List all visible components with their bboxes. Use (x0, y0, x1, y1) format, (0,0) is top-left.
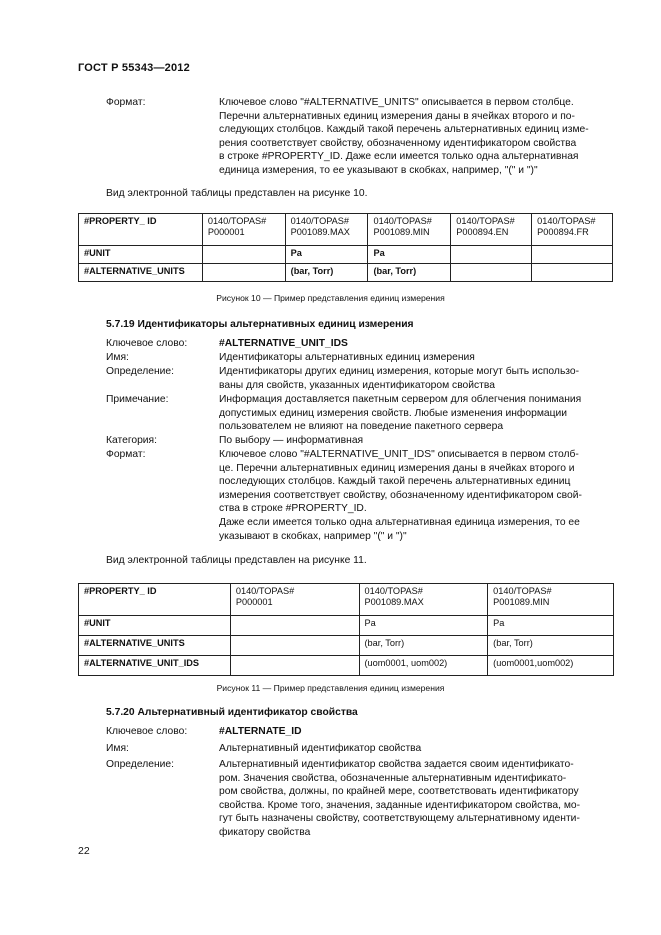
page-number: 22 (78, 845, 90, 857)
format-label: Формат: (106, 97, 146, 108)
value-line: допустимых единиц измерения свойств. Любые изменения информации (219, 407, 568, 419)
table-cell: #PROPERTY_ ID (79, 214, 203, 246)
table-cell: 0140/TOPAS# P000001 (230, 584, 359, 616)
value-line: Идентификаторы других единиц измерения, которые могут быть использо- (219, 366, 580, 377)
value-line: измерения соответствует свойству, обозначенному идентификатором свой- (219, 489, 582, 501)
table-row (79, 246, 613, 264)
row-label: Имя: (106, 352, 129, 363)
table-cell (451, 264, 532, 282)
row-label: Ключевое слово: (106, 726, 188, 737)
row-value (219, 337, 616, 351)
table-cell: 0140/TOPAS# P001089.MIN (488, 584, 614, 616)
table-row (79, 616, 614, 636)
section-5-7-20-heading: 5.7.20 Альтернативный идентификатор свойства (106, 707, 358, 718)
row-value (219, 434, 616, 448)
row-value (219, 742, 616, 756)
format-line: Перечни альтернативных единиц измерения даны в ячейках второго и по- (219, 110, 575, 122)
table-cell: (uom0001, uom002) (359, 656, 488, 676)
document-header: ГОСТ Р 55343—2012 (78, 62, 190, 74)
table-cell: Pa (368, 246, 451, 264)
table10-intro: Вид электронной таблицы представлен на рисунке 10. (106, 188, 368, 199)
table-cell (451, 246, 532, 264)
table-cell: #UNIT (79, 616, 231, 636)
row-value (219, 351, 616, 365)
value-line: пользователем не влияют на поведение пакетного сервера (219, 421, 504, 433)
value-line: ром свойства, должны, по крайней мере, соответствовать идентификатору (219, 786, 579, 798)
table-cell: (uom0001,uom002) (488, 656, 614, 676)
format-text (219, 96, 616, 178)
table-cell: (bar, Torr) (368, 264, 451, 282)
table-row (79, 636, 614, 656)
table-cell: #ALTERNATIVE_UNITS (79, 636, 231, 656)
table-figure-11 (78, 583, 614, 676)
table-cell (230, 636, 359, 656)
value-line: ром. Значения свойства, обозначенные альтернативным идентификато- (219, 772, 567, 784)
section-5-7-19-heading: 5.7.19 Идентификаторы альтернативных единиц измерения (106, 319, 414, 330)
table-cell: 0140/TOPAS# P001089.MAX (359, 584, 488, 616)
table-cell: Pa (488, 616, 614, 636)
row-value (219, 725, 616, 739)
table-row (79, 656, 614, 676)
value-line: фикатору свойства (219, 826, 311, 838)
row-label: Определение: (106, 759, 174, 770)
format-line: следующих столбцов. Каждый такой перечень альтернативных единиц изме- (219, 124, 589, 136)
value-line: #ALTERNATIVE_UNIT_IDS (219, 338, 348, 349)
table-cell: #UNIT (79, 246, 203, 264)
table-cell: Pa (285, 246, 368, 264)
table-row (79, 584, 614, 616)
value-line: Альтернативный идентификатор свойства задается своим идентификато- (219, 759, 574, 770)
row-label: Имя: (106, 743, 129, 754)
value-line: По выбору — информативная (219, 435, 364, 446)
format-line: рения соответствует свойству, обозначенному идентификатором свойства (219, 137, 577, 149)
table11-intro: Вид электронной таблицы представлен на рисунке 11. (106, 555, 367, 566)
format-line: единица измерения, то ее указывают в скобках, например, "(" и ")" (219, 164, 538, 176)
table-cell: 0140/TOPAS# P000894.EN (451, 214, 532, 246)
value-line: последующих столбцов. Каждый такой перечень альтернативных единиц (219, 476, 571, 488)
table-cell: #ALTERNATIVE_UNITS (79, 264, 203, 282)
row-value (219, 448, 616, 543)
format-line: Ключевое слово "#ALTERNATIVE_UNITS" описывается в первом столбце. (219, 97, 574, 108)
table-cell: (bar, Torr) (285, 264, 368, 282)
table-cell (202, 264, 285, 282)
table-cell (230, 656, 359, 676)
table-cell: 0140/TOPAS# P000001 (202, 214, 285, 246)
table-cell: Pa (359, 616, 488, 636)
table-cell: #PROPERTY_ ID (79, 584, 231, 616)
value-line: указывают в скобках, например "(" и ")" (219, 530, 407, 542)
table-cell: (bar, Torr) (488, 636, 614, 656)
value-line: Даже если имеется только одна альтернативная единица измерения, то ее (219, 516, 580, 528)
value-line: #ALTERNATE_ID (219, 726, 302, 737)
value-line: це. Перечни альтернативных единиц измерения даны в ячейках второго и (219, 462, 575, 474)
row-label: Категория: (106, 435, 157, 446)
table-row (79, 214, 613, 246)
row-label: Ключевое слово: (106, 338, 188, 349)
value-line: Информация доставляется пакетным сервером для облегчения понимания (219, 394, 582, 405)
table-cell: #ALTERNATIVE_UNIT_IDS (79, 656, 231, 676)
table-figure-10 (78, 213, 613, 282)
figure-11-caption: Рисунок 11 — Пример представления единиц измерения (216, 683, 445, 693)
value-line: гут быть назначены свойству, соответствующему альтернативному иденти- (219, 813, 580, 825)
row-value (219, 365, 616, 392)
figure-10-caption: Рисунок 10 — Пример представления единиц измерения (216, 293, 445, 303)
row-value (219, 393, 616, 434)
row-label: Определение: (106, 366, 174, 377)
table-cell (532, 264, 613, 282)
table-cell: (bar, Torr) (359, 636, 488, 656)
value-line: Идентификаторы альтернативных единиц измерения (219, 352, 475, 363)
table-cell: 0140/TOPAS# P000894.FR (532, 214, 613, 246)
value-line: Альтернативный идентификатор свойства (219, 743, 422, 754)
value-line: Ключевое слово "#ALTERNATIVE_UNIT_IDS" описывается в первом столб- (219, 449, 579, 460)
table-cell (202, 246, 285, 264)
table-cell: 0140/TOPAS# P001089.MAX (285, 214, 368, 246)
table-cell: 0140/TOPAS# P001089.MIN (368, 214, 451, 246)
row-value (219, 758, 616, 840)
table-row (79, 264, 613, 282)
table-cell (230, 616, 359, 636)
row-label: Формат: (106, 449, 146, 460)
row-label: Примечание: (106, 394, 169, 405)
value-line: ваны для свойств, указанных идентификатором свойства (219, 379, 495, 391)
table-cell (532, 246, 613, 264)
value-line: ства в строке #PROPERTY_ID. (219, 503, 367, 515)
value-line: свойства. Кроме того, значения, заданные идентификатором свойства, мо- (219, 799, 581, 811)
format-line: в строке #PROPERTY_ID. Даже если имеется только одна альтернативная (219, 151, 579, 163)
